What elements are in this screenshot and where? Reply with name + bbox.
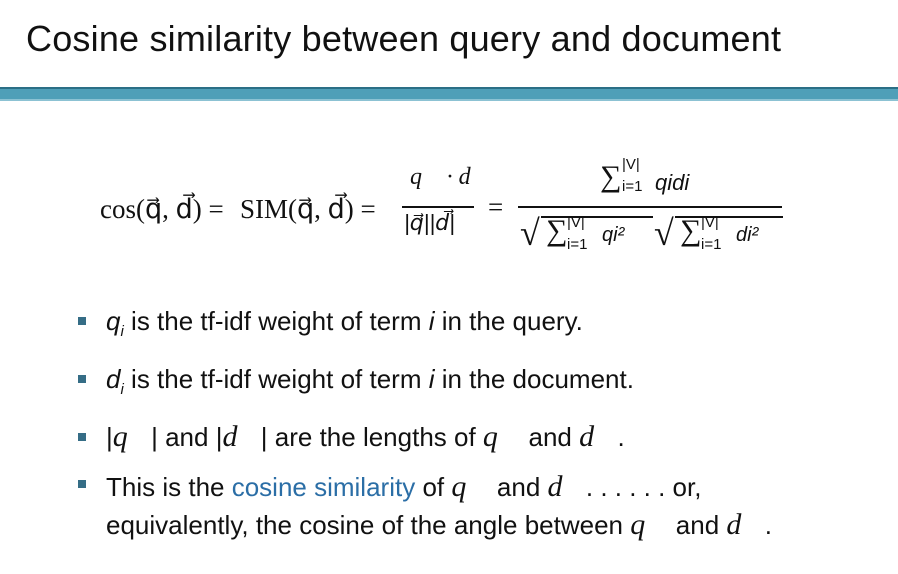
cosine-similarity-link[interactable]: cosine similarity bbox=[231, 472, 416, 503]
formula-sqrt-q: √ bbox=[520, 213, 540, 253]
bullet-period: . bbox=[764, 510, 772, 541]
formula-frac1-bar bbox=[402, 206, 474, 208]
bullet-marker bbox=[78, 433, 86, 441]
sub-i: i bbox=[120, 323, 124, 341]
bullet-marker bbox=[78, 375, 86, 383]
vector-q: q⃗ bbox=[112, 420, 152, 454]
formula-den-term-q: qi² bbox=[602, 224, 625, 246]
bullet-text: | are the lengths of bbox=[260, 422, 483, 453]
bullet-text: of bbox=[415, 472, 452, 503]
formula-sim: SIM(q⃗, d⃗) = bbox=[240, 194, 376, 224]
formula-den-sum-d: ∑ bbox=[680, 214, 702, 247]
vector-q: q⃗ bbox=[451, 470, 490, 504]
formula-num-sum-upper: |V| bbox=[622, 156, 640, 173]
bullet-marker bbox=[78, 480, 86, 488]
formula-num-term: qidi bbox=[655, 170, 690, 195]
formula-frac2-bar bbox=[518, 206, 782, 208]
formula-den-sum-d-lower: i=1 bbox=[701, 236, 722, 253]
var-i: i bbox=[428, 306, 435, 336]
bar-open: | bbox=[106, 422, 113, 453]
bullet-text-end: in the query. bbox=[434, 306, 583, 336]
formula-frac1-denominator: |q⃗||d⃗| bbox=[404, 210, 455, 235]
bullet-text: and bbox=[521, 422, 580, 453]
formula-den-term-d: di² bbox=[736, 224, 759, 246]
title-divider-bar bbox=[0, 87, 898, 101]
sub-i: i bbox=[120, 381, 124, 399]
vector-d: d⃗ bbox=[726, 508, 765, 542]
formula-den-sum-q: ∑ bbox=[546, 214, 568, 247]
bullet-text: is the tf-idf weight of term bbox=[123, 306, 429, 336]
slide-title: Cosine similarity between query and document bbox=[26, 18, 782, 59]
bullet-text: is the tf-idf weight of term bbox=[123, 364, 429, 395]
bullet-qi bbox=[78, 305, 878, 348]
bullet-di bbox=[78, 363, 878, 406]
formula-num-sum: ∑ bbox=[600, 160, 622, 193]
vector-d: d⃗ bbox=[547, 470, 586, 504]
formula-frac1-numerator: q⃗ · d⃗ bbox=[410, 164, 490, 190]
bullet-text: . . . . . . or, bbox=[585, 472, 702, 503]
bullet-marker bbox=[78, 317, 86, 325]
bullet-text: equivalently, the cosine of the angle between bbox=[106, 510, 631, 541]
bullet-text: | and | bbox=[151, 422, 223, 453]
bullet-text: and bbox=[489, 472, 548, 503]
formula-sqrt-d: √ bbox=[654, 213, 674, 253]
var-d: d bbox=[106, 364, 121, 395]
bullet-text: This is the bbox=[106, 472, 232, 503]
bullet-period: . bbox=[617, 422, 625, 453]
vector-d: d⃗ bbox=[222, 420, 261, 454]
vector-d: d⃗ bbox=[579, 420, 618, 454]
var-q: q bbox=[106, 306, 121, 336]
bullet-cosine-similarity bbox=[78, 468, 878, 544]
formula-den-sum-d-upper: |V| bbox=[701, 214, 719, 231]
vector-q: q⃗ bbox=[630, 508, 669, 542]
cosine-formula bbox=[100, 156, 800, 270]
var-i: i bbox=[428, 364, 435, 395]
formula-cos-lhs: cos(q⃗, d⃗) = bbox=[100, 194, 224, 224]
formula-den-sum-q-upper: |V| bbox=[567, 214, 585, 231]
vector-q: q⃗ bbox=[482, 420, 522, 454]
bullet-text-end: in the document. bbox=[434, 364, 634, 395]
bullet-lengths bbox=[78, 421, 878, 453]
bullet-text: and bbox=[668, 510, 727, 541]
formula-equals: = bbox=[488, 192, 504, 222]
bullet-list bbox=[78, 305, 878, 559]
formula-den-sum-q-lower: i=1 bbox=[567, 236, 588, 253]
formula-num-sum-lower: i=1 bbox=[622, 178, 643, 195]
